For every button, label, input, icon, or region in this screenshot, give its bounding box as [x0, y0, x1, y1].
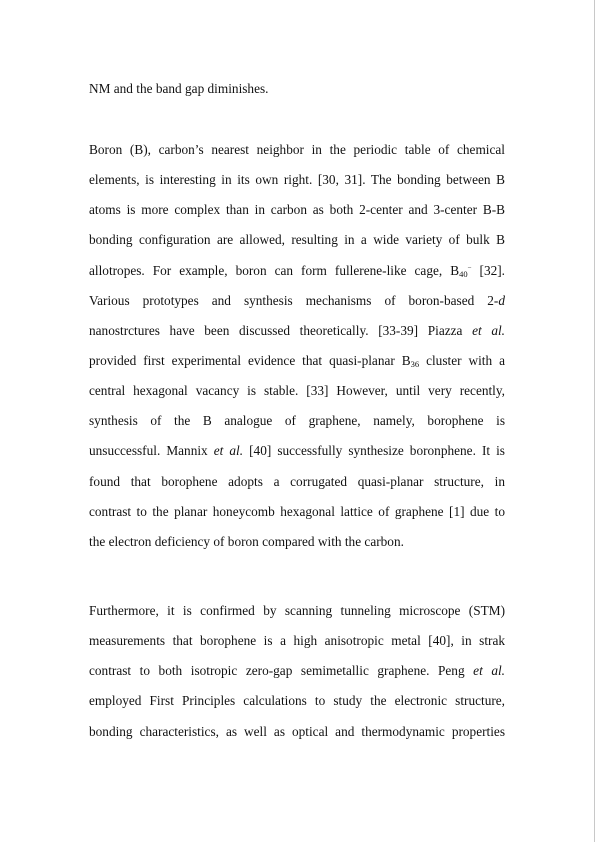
text-line: central hexagonal vacancy is stable. [33] However, until very recently,: [89, 383, 505, 399]
text-line: bonding characteristics, as well as optical and thermodynamic properties: [89, 723, 505, 739]
text-line: contrast to both isotropic zero-gap semimetallic graphene. Peng et al.: [89, 663, 505, 679]
text-line: found that borophene adopts a corrugated quasi-planar structure, in: [89, 473, 505, 489]
text-line: bonding configuration are allowed, resulting in a wide variety of bulk B: [89, 232, 505, 248]
text-line: Various prototypes and synthesis mechanisms of boron-based 2-d: [89, 292, 505, 308]
text-line: provided first experimental evidence that quasi-planar $B_{36}$ cluster with a: [89, 352, 505, 369]
text-line: elements, is interesting in its own right. [30, 31]. The bonding between B: [89, 172, 505, 188]
text-line: atoms is more complex than in carbon as both 2-center and 3-center B-B: [89, 202, 505, 218]
text-line: contrast to the planar honeycomb hexagonal lattice of graphene [1] due to: [89, 503, 505, 519]
text-line: allotropes. For example, boron can form fullerene-like cage, $B_{40}^-$ [32].: [89, 262, 505, 279]
text-line: the electron deficiency of boron compared with the carbon.: [89, 533, 404, 549]
text-line: nanostrctures have been discussed theoretically. [33-39] Piazza et al.: [89, 322, 505, 338]
text-line: synthesis of the B analogue of graphene, namely, borophene is: [89, 413, 505, 429]
text-line: measurements that borophene is a high anisotropic metal [40], in strak: [89, 633, 505, 649]
text-line: employed First Principles calculations to study the electronic structure,: [89, 693, 505, 709]
text-line: unsuccessful. Mannix et al. [40] successfully synthesize boronphene. It is: [89, 443, 505, 459]
paragraph-intro: [89, 74, 505, 104]
text-line: Boron (B), carbon’s nearest neighbor in the periodic table of chemical: [89, 142, 505, 157]
paragraph-boron: [89, 135, 505, 557]
text-line: Furthermore, it is confirmed by scanning tunneling microscope (STM): [89, 603, 505, 618]
text-line: NM and the band gap diminishes.: [89, 81, 269, 96]
paragraph-stm: [89, 596, 505, 747]
